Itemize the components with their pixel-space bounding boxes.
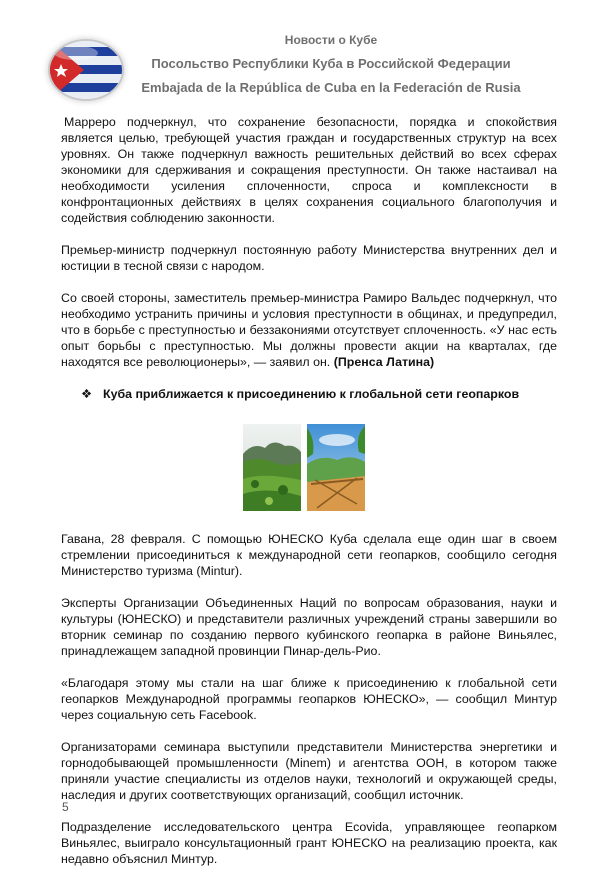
article1-source: (Пренса Латина) [333,355,435,369]
page-header [0,0,602,108]
vinales-valley-photo [243,424,301,511]
article2-title: Куба приближается к присоединению к глобальной сети геопарков [103,387,520,401]
article2-paragraph-3: «Благодаря этому мы стали на шаг ближе к присоединению к глобальной сети геопарков Международной программы геопарков ЮНЕСКО», — сообщил Минтур через социальную сеть Facebook. [61,676,557,722]
geopark-photos [61,424,557,511]
article2-paragraph-2: Эксперты Организации Объединенных Наций по вопросам образования, науки и культуры (ЮНЕСКО) и представители различных учреждений страны завершили во вторник семинар по созданию первого кубинского геопарка в районе Виньялес, принадлежащем западной провинции Пинар-дель-Рио. [61,596,557,658]
article1-paragraph-3 [61,290,557,370]
article1-paragraph-1: Марреро подчеркнул, что сохранение безопасности, порядка и спокойствия является целью, требующей участия граждан и государственных структур на всех уровнях. Он также подчеркнул важность решительных действий во всех сферах экономики для сдерживания и сокращения преступности. Он также настаивал на необходимости усиления сплоченности, спроса и комплексности в конфронтационных действиях в целях сохранения социального благополучия и содействия соблюдению законности. [61,115,557,225]
page-content [61,114,557,883]
diamond-bullet-icon: ❖ [81,387,93,401]
page-number: 5 [62,800,69,814]
article2-paragraph-1: Гавана, 28 февраля. С помощью ЮНЕСКО Куба сделала еще один шаг в своем стремлении присоединиться к международной сети геопарков, сообщило сегодня Министерство туризма (Mintur). [61,532,557,578]
article2-paragraph-5: Подразделение исследовательского центра Ecovida, управляющее геопарком Виньялес, выиграло консультационный грант ЮНЕСКО на реализацию проекта, как недавно объяснил Минтур. [61,820,557,866]
article2-heading [61,386,557,402]
article1-paragraph-3-text: Со своей стороны, заместитель премьер-министра Рамиро Вальдес подчеркнул, что необходимо устранить причины и условия преступности в общинах, и предупредил, что в борьбе с преступностью и беззакониями отсутствует сплоченность. «У нас есть опыт борьбы с преступностью. Мы должны провести акции на кварталах, где находятся все революционеры», — заявил он. [61,291,557,369]
article2-paragraph-4: Организаторами семинара выступили представители Министерства энергетики и горнодобывающей промышленности (Minem) и агентства ООН, в котором также приняли участие специалисты из отделов науки, технологий и окружающей среды, наследия и других соответствующих организаций, сообщил источник. [61,740,557,802]
header-embassy-russian: Посольство Республики Куба в Российской Федерации [151,56,511,71]
header-embassy-spanish: Embajada de la República de Cuba en la Federación de Rusia [141,80,521,95]
viewpoint-terrace-photo [307,424,365,511]
header-title: Новости о Кубе [284,33,378,47]
article1-paragraph-2: Премьер-министр подчеркнул постоянную работу Министерства внутренних дел и юстиции в тесной связи с народом. [61,243,557,273]
